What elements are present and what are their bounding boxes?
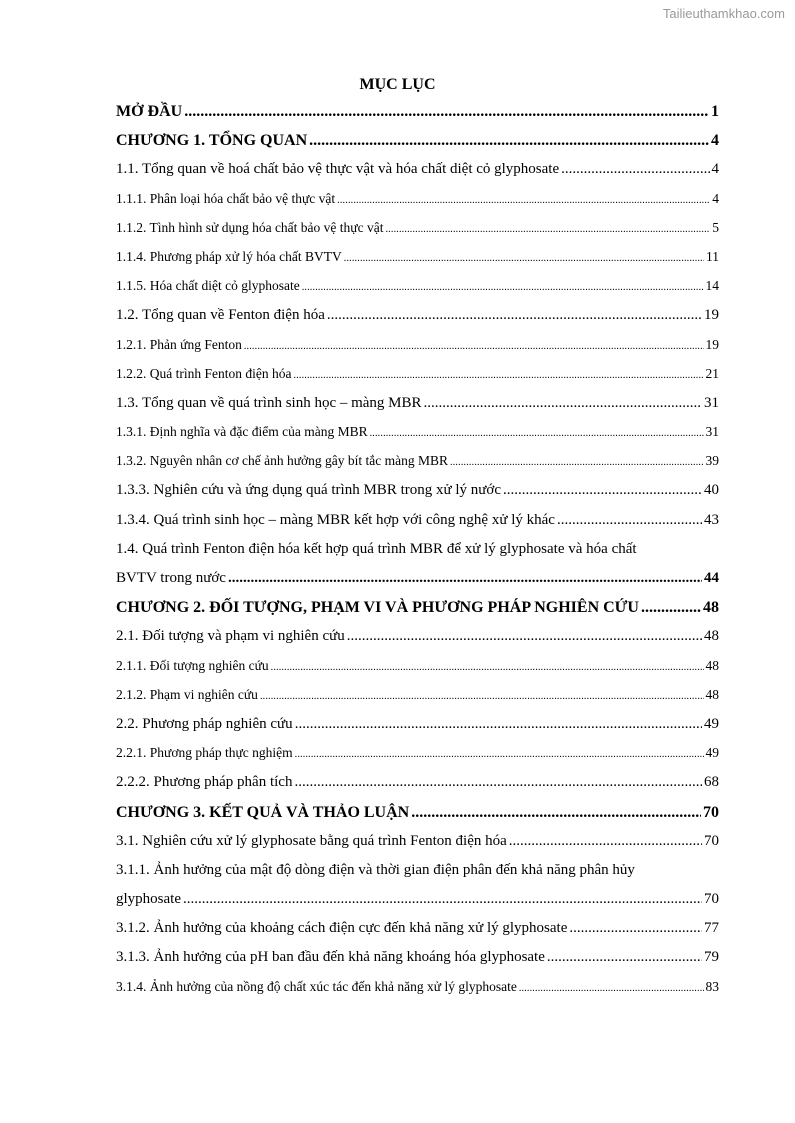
toc-entry-chapter-2[interactable]: CHƯƠNG 2. ĐỐI TƯỢNG, PHẠM VI VÀ PHƯƠNG PHÁP NGHIÊN CỨU ..... 48 xyxy=(116,599,719,628)
watermark: Tailieuthamkhao.com xyxy=(662,6,785,21)
toc-entry-3-1-3[interactable]: 3.1.3. Ảnh hưởng của pH ban đầu đến khả năng khoáng hóa glyphosate ..... 79 xyxy=(116,949,719,978)
toc-entry-1-2[interactable]: 1.2. Tổng quan về Fenton điện hóa ..... 19 xyxy=(116,307,719,336)
toc-entry-2-2[interactable]: 2.2. Phương pháp nghiên cứu ..... 49 xyxy=(116,716,719,745)
toc-entry-1-4-line1[interactable]: 1.4. Quá trình Fenton điện hóa kết hợp quá trình MBR để xử lý glyphosate và hóa chất xyxy=(116,540,637,557)
toc-entry-3-1-4[interactable]: 3.1.4. Ảnh hưởng của nồng độ chất xúc tác đến khả năng xử lý glyphosate ..... 83 xyxy=(116,979,719,1008)
toc-entry-1-1-4[interactable]: 1.1.4. Phương pháp xử lý hóa chất BVTV ..... 11 xyxy=(116,249,719,278)
toc-entry-2-2-1[interactable]: 2.2.1. Phương pháp thực nghiệm ..... 49 xyxy=(116,745,719,774)
toc-entry-chapter-3[interactable]: CHƯƠNG 3. KẾT QUẢ VÀ THẢO LUẬN ..... 70 xyxy=(116,804,719,833)
toc-entry-1-1[interactable]: 1.1. Tổng quan về hoá chất bảo vệ thực vật và hóa chất diệt cỏ glyphosate ..... 4 xyxy=(116,161,719,190)
toc-entry-2-1-1[interactable]: 2.1.1. Đối tượng nghiên cứu ..... 48 xyxy=(116,658,719,687)
toc-entry-1-1-1[interactable]: 1.1.1. Phân loại hóa chất bảo vệ thực vật ..... 4 xyxy=(116,191,719,220)
toc-entry-2-2-2[interactable]: 2.2.2. Phương pháp phân tích ..... 68 xyxy=(116,774,719,803)
toc-entry-2-1[interactable]: 2.1. Đối tượng và phạm vi nghiên cứu ..... 48 xyxy=(116,628,719,657)
toc-entry-2-1-2[interactable]: 2.1.2. Phạm vi nghiên cứu ..... 48 xyxy=(116,687,719,716)
toc-entry-mo-dau[interactable]: MỞ ĐẦU ..... 1 xyxy=(116,103,719,132)
toc-entry-1-3-1[interactable]: 1.3.1. Định nghĩa và đặc điểm của màng MBR ..... 31 xyxy=(116,424,719,453)
toc-entry-1-1-5[interactable]: 1.1.5. Hóa chất diệt cỏ glyphosate ..... 14 xyxy=(116,278,719,307)
toc-entry-3-1-2[interactable]: 3.1.2. Ảnh hưởng của khoảng cách điện cực đến khả năng xử lý glyphosate ..... 77 xyxy=(116,920,719,949)
toc-entry-chapter-1[interactable]: CHƯƠNG 1. TỔNG QUAN ..... 4 xyxy=(116,132,719,161)
toc-entry-3-1-1-line1[interactable]: 3.1.1. Ảnh hưởng của mật độ dòng điện và thời gian điện phân đến khả năng phân hủy xyxy=(116,861,635,878)
toc-entry-1-3-3[interactable]: 1.3.3. Nghiên cứu và ứng dụng quá trình MBR trong xử lý nước ..... 40 xyxy=(116,482,719,511)
toc-entry-1-3-4[interactable]: 1.3.4. Quá trình sinh học – màng MBR kết hợp với công nghệ xử lý khác ..... 43 xyxy=(116,512,719,541)
toc-entry-1-4-line2[interactable]: BVTV trong nước ..... 44 xyxy=(116,570,719,599)
toc-entry-3-1[interactable]: 3.1. Nghiên cứu xử lý glyphosate bằng quá trình Fenton điện hóa ..... 70 xyxy=(116,833,719,862)
toc-entry-3-1-1-line2[interactable]: glyphosate ..... 70 xyxy=(116,891,719,920)
toc-entry-1-2-1[interactable]: 1.2.1. Phản ứng Fenton ..... 19 xyxy=(116,337,719,366)
table-of-contents xyxy=(116,103,719,1008)
toc-entry-1-1-2[interactable]: 1.1.2. Tình hình sử dụng hóa chất bảo vệ thực vật ..... 5 xyxy=(116,220,719,249)
toc-entry-1-3[interactable]: 1.3. Tổng quan về quá trình sinh học – màng MBR ..... 31 xyxy=(116,395,719,424)
toc-entry-1-3-2[interactable]: 1.3.2. Nguyên nhân cơ chế ảnh hưởng gây bít tắc màng MBR ..... 39 xyxy=(116,453,719,482)
toc-title: MỤC LỤC xyxy=(359,76,436,93)
toc-entry-1-2-2[interactable]: 1.2.2. Quá trình Fenton điện hóa ..... 21 xyxy=(116,366,719,395)
